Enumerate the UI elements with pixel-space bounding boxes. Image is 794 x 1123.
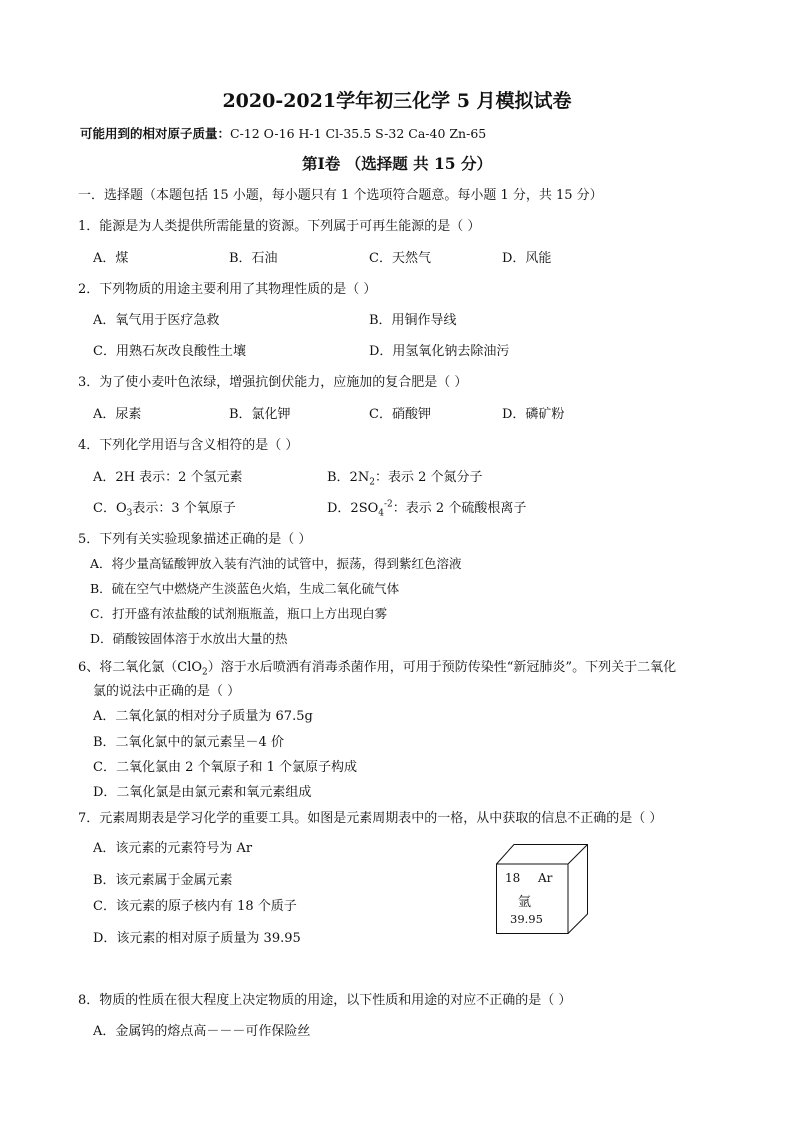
element-cell-figure <box>496 844 588 934</box>
q2-option-c: C．用熟石灰改良酸性土壤 <box>93 344 246 359</box>
q8-option-a: A．金属钨的熔点高－－－可作保险丝 <box>93 1024 311 1039</box>
part-heading: 一．选择题（本题包括 15 小题，每小题只有 1 个选项符合题意。每小题 1 分，共 15 分） <box>78 188 603 203</box>
section-heading: 第Ⅰ卷 （选择题 共 15 分） <box>302 154 492 173</box>
q6-option-a: A．二氧化氯的相对分子质量为 67.5g <box>93 709 313 724</box>
q4-option-d-text: D．2SO <box>327 501 379 516</box>
q2-option-d: D．用氢氧化钠去除油污 <box>369 344 510 359</box>
q6-option-b: B．二氧化氯中的氯元素呈－4 价 <box>93 735 284 750</box>
q6-stem-text: 6、将二氧化氯（ClO <box>78 660 203 675</box>
q6-stem-sub: 2 <box>202 667 208 678</box>
atomic-masses-values: C-12 O-16 H-1 Cl-35.5 S-32 Ca-40 Zn-65 <box>230 126 487 141</box>
q4-option-d-sup: -2 <box>384 499 393 510</box>
atomic-masses <box>80 124 486 142</box>
page-title: 2020-2021学年初三化学 5 月模拟试卷 <box>222 90 572 112</box>
q4-option-c <box>93 497 236 519</box>
question-1: 1．能源是为人类提供所需能量的资源。下列属于可再生能源的是（ ） <box>78 219 481 234</box>
question-6-line-2: 氯的说法中正确的是（ ） <box>93 684 241 699</box>
q1-option-a: A．煤 <box>93 251 129 266</box>
question-3: 3．为了使小麦叶色浓绿，增强抗倒伏能力，应施加的复合肥是（ ） <box>78 375 468 390</box>
q4-option-b <box>327 466 482 488</box>
q5-option-b: B．硫在空气中燃烧产生淡蓝色火焰，生成二氧化硫气体 <box>90 581 400 596</box>
q4-option-c-sub: 3 <box>126 508 133 519</box>
q2-option-b: B．用铜作导线 <box>369 313 457 328</box>
question-6 <box>78 656 676 678</box>
q3-option-d: D．磷矿粉 <box>502 407 565 422</box>
q7-option-d: D．该元素的相对原子质量为 39.95 <box>93 931 301 946</box>
element-symbol: Ar <box>538 871 553 885</box>
q4-option-a: A．2H 表示：2 个氢元素 <box>93 470 243 485</box>
q5-option-c: C．打开盛有浓盐酸的试剂瓶瓶盖，瓶口上方出现白雾 <box>90 606 388 621</box>
q1-option-c: C．天然气 <box>369 251 431 266</box>
q4-option-d <box>327 497 526 519</box>
q6-option-d: D．二氧化氯是由氯元素和氧元素组成 <box>93 785 312 800</box>
q5-option-d: D．硝酸铵固体溶于水放出大量的热 <box>90 631 288 646</box>
q5-option-a: A．将少量高锰酸钾放入装有汽油的试管中，振荡，得到紫红色溶液 <box>90 556 462 571</box>
question-4: 4．下列化学用语与含义相符的是（ ） <box>78 438 299 453</box>
q6-option-c: C．二氧化氯由 2 个氧原子和 1 个氯原子构成 <box>93 760 358 775</box>
q1-option-d: D．风能 <box>502 251 552 266</box>
q7-option-c: C．该元素的原子核内有 18 个质子 <box>93 899 297 914</box>
element-atomic-number: 18 <box>505 871 521 885</box>
q4-option-b-sub: 2 <box>369 477 375 488</box>
q7-option-a: A．该元素的元素符号为 Ar <box>93 841 253 856</box>
question-5: 5．下列有关实验现象描述正确的是（ ） <box>78 532 312 547</box>
question-2: 2．下列物质的用途主要利用了其物理性质的是（ ） <box>78 282 377 297</box>
q3-option-c: C．硝酸钾 <box>369 407 431 422</box>
q4-option-c-rest: 表示：3 个氧原子 <box>132 501 236 516</box>
atomic-masses-label: 可能用到的相对原子质量： <box>80 126 231 141</box>
q4-option-c-text: C．O <box>93 501 127 516</box>
q2-option-a: A．氧气用于医疗急救 <box>93 313 220 328</box>
q6-stem-rest: ）溶于水后喷洒有消毒杀菌作用，可用于预防传染性“新冠肺炎”。下列关于二氧化 <box>207 660 677 675</box>
q4-option-d-sub: 4 <box>378 508 384 519</box>
q4-option-b-text: B．2N <box>327 470 370 485</box>
q3-option-a: A．尿素 <box>93 407 142 422</box>
q3-option-b: B．氯化钾 <box>229 407 291 422</box>
q4-option-d-rest: ：表示 2 个硫酸根离子 <box>392 501 527 516</box>
question-7: 7．元素周期表是学习化学的重要工具。如图是元素周期表中的一格，从中获取的信息不正确的是（ ） <box>78 811 663 826</box>
q4-option-b-rest: ：表示 2 个氮分子 <box>374 470 483 485</box>
element-atomic-mass: 39.95 <box>510 912 543 926</box>
q1-option-b: B．石油 <box>229 251 278 266</box>
q7-option-b: B．该元素属于金属元素 <box>93 873 233 888</box>
question-8: 8．物质的性质在很大程度上决定物质的用途，以下性质和用途的对应不正确的是（ ） <box>78 993 572 1008</box>
element-name: 氩 <box>518 895 532 910</box>
